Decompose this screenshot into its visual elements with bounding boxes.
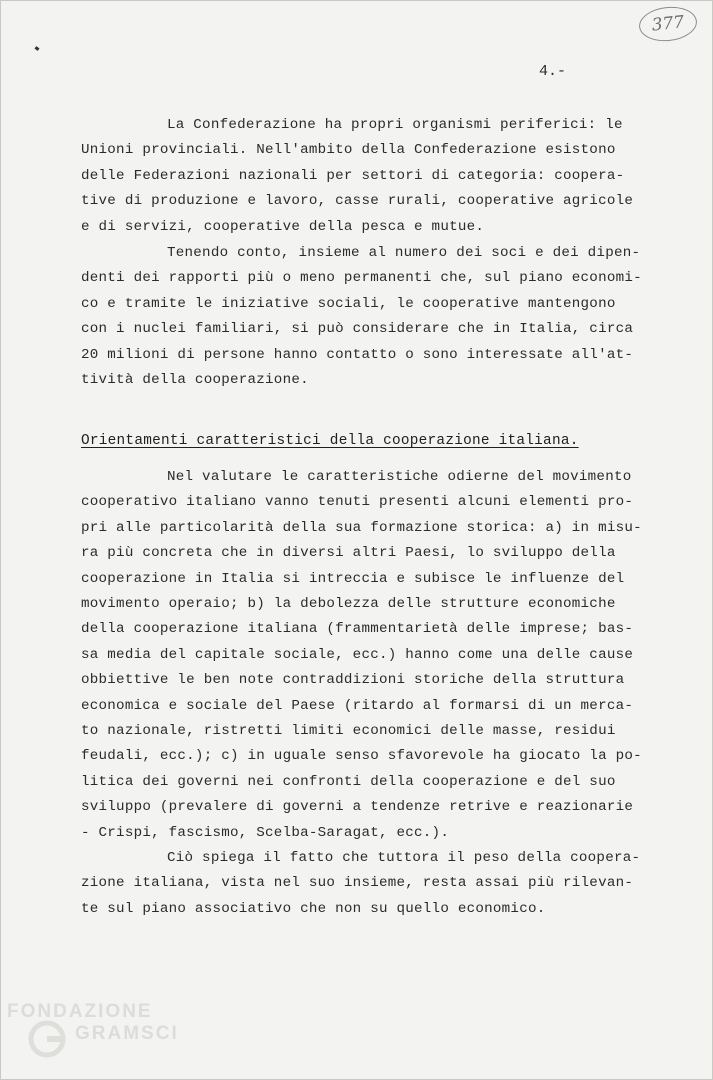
page-number: 4.- [539,63,567,80]
archive-number: 377 [650,12,686,36]
watermark-line-1: FONDAZIONE [7,1001,153,1022]
text-line: litica dei governi nei confronti della cooperazione e del suo [81,773,616,790]
text-line: obbiettive le ben note contraddizioni storiche della struttura [81,672,625,689]
text-line: della cooperazione italiana (frammentarietà delle imprese; bas- [81,621,634,638]
text-line: cooperazione in Italia si intreccia e subisce le influenze del [81,570,625,587]
paragraph-cio-spiega [81,846,641,922]
text-line: Nel valutare le caratteristiche odierne del movimento [167,469,632,485]
text-line: pri alle particolarità della sua formazione storica: a) in misu- [81,519,642,536]
text-line: sa media del capitale sociale, ecc.) hanno come una delle cause [81,646,634,663]
text-line: Unioni provinciali. Nell'ambito della Confederazione esistono [81,142,616,159]
text-line: sviluppo (prevalere di governi a tendenze retrive e reazionarie [81,799,634,816]
text-line: e di servizi, cooperative della pesca e mutue. [81,218,485,235]
watermark-line-2: GRAMSCI [75,1023,179,1044]
text-line: movimento operaio; b) la debolezza delle strutture economiche [81,596,616,613]
text-line: denti dei rapporti più o meno permanenti che, sul piano economi- [81,270,642,287]
text-line: con i nuclei familiari, si può considerare che in Italia, circa [81,321,634,338]
archive-number-stamp [637,4,698,44]
text-line: to nazionale, ristretti limiti economici delle masse, residui [81,723,616,740]
ink-speck [35,46,40,51]
text-line: - Crispi, fascismo, Scelba-Saragat, ecc.). [81,824,450,841]
text-line: La Confederazione ha propri organismi periferici: le [167,117,623,133]
watermark [7,1001,179,1045]
text-line: Tenendo conto, insieme al numero dei soci e dei dipen- [167,245,641,261]
text-line: tive di produzione e lavoro, casse rurali, cooperative agricole [81,193,634,210]
text-line: ra più concreta che in diversi altri Paesi, lo sviluppo della [81,545,616,562]
text-line: economica e sociale del Paese (ritardo al formarsi di un merca- [81,697,634,714]
text-line: delle Federazioni nazionali per settori di categoria: coopera- [81,167,625,184]
text-line: zione italiana, vista nel suo insieme, resta assai più rilevan- [81,875,634,892]
text-line: cooperativo italiano vanno tenuti presenti alcuni elementi pro- [81,494,634,511]
text-line: feudali, ecc.); c) in uguale senso sfavorevole ha giocato la po- [81,748,642,765]
text-line: 20 milioni di persone hanno contatto o sono interessate all'at- [81,346,634,363]
text-line: te sul piano associativo che non su quello economico. [81,900,546,917]
paragraph-tenendo-conto [81,241,642,393]
paragraph-confederazione [81,113,634,240]
paragraph-orientamenti [81,465,642,846]
section-heading: Orientamenti caratteristici della cooperazione italiana. [81,433,579,449]
text-line: co e tramite le iniziative sociali, le cooperative mantengono [81,295,616,312]
text-line: tività della cooperazione. [81,372,309,389]
text-line: Ciò spiega il fatto che tuttora il peso della coopera- [167,850,641,866]
